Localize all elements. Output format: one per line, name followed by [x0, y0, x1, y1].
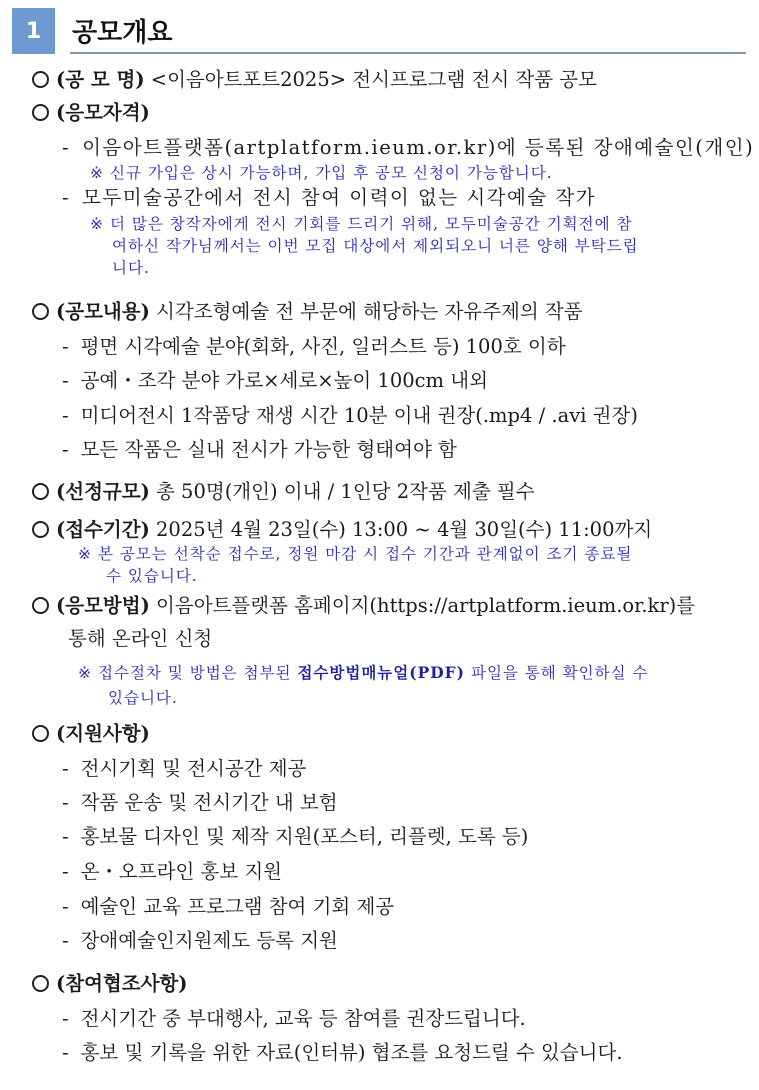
- note-text: 본 공모는 선착순 접수로, 정원 마감 시 접수 기간과 관계없이 조기 종료될: [98, 545, 633, 563]
- support-item: [62, 895, 394, 919]
- dash-bullet: -: [62, 860, 69, 883]
- eligibility-text: 모두미술공간에서 전시 참여 이력이 없는 시각예술 작가: [82, 186, 597, 209]
- period-note-cont: 수 있습니다.: [106, 567, 198, 585]
- item-label: (참여협조사항): [56, 972, 188, 995]
- cooperation-text: 홍보 및 기록을 위한 자료(인터뷰) 협조를 요청드릴 수 있습니다.: [80, 1041, 623, 1064]
- method-note-cont: 있습니다.: [108, 689, 178, 707]
- eligibility-note: [90, 214, 633, 234]
- dash-bullet: -: [62, 825, 69, 848]
- item-name: [32, 68, 597, 92]
- content-item: [62, 404, 638, 428]
- support-text: 예술인 교육 프로그램 참여 기회 제공: [80, 895, 395, 918]
- section-number-badge: 1: [12, 8, 55, 54]
- support-item: [62, 860, 282, 884]
- manual-pdf-link[interactable]: 접수방법매뉴얼(PDF): [297, 663, 466, 682]
- content-text: 미디어전시 1작품당 재생 시간 10분 이내 권장(.mp4 / .avi 권장): [80, 404, 638, 427]
- section-header: [12, 8, 747, 56]
- circle-bullet-icon: [32, 71, 49, 88]
- item-label: (지원사항): [56, 722, 150, 745]
- dash-bullet: -: [62, 438, 69, 461]
- item-text: <이음아트포트2025> 전시프로그램 전시 작품 공모: [150, 68, 597, 91]
- item-cooperation: [32, 972, 187, 996]
- item-label: (공 모 명): [56, 68, 145, 91]
- item-support: [32, 722, 150, 746]
- item-eligibility: [32, 101, 150, 125]
- note-mark-icon: ※: [90, 215, 104, 233]
- note-mark-icon: ※: [78, 664, 92, 682]
- eligibility-note: [90, 163, 553, 183]
- circle-bullet-icon: [32, 725, 49, 742]
- item-text: 이음아트플랫폼 홈페이지(https://artplatform.ieum.or.kr)를: [156, 594, 696, 617]
- cooperation-text: 전시기간 중 부대행사, 교육 등 참여를 권장드립니다.: [80, 1007, 526, 1030]
- note-mark-icon: ※: [78, 545, 92, 563]
- item-label: (공모내용): [56, 300, 150, 323]
- eligibility-note-cont: 니다.: [112, 259, 150, 277]
- support-item: [62, 757, 306, 781]
- item-label: (응모방법): [56, 594, 150, 617]
- dash-bullet: -: [62, 791, 69, 814]
- content-item: [62, 335, 566, 359]
- support-item: [62, 825, 528, 849]
- content-item: [62, 369, 488, 393]
- item-method: [32, 594, 695, 618]
- dash-bullet: -: [62, 136, 71, 159]
- dash-bullet: -: [62, 1007, 69, 1030]
- eligibility-item: [62, 136, 754, 160]
- cooperation-item: [62, 1007, 526, 1031]
- dash-bullet: -: [62, 895, 69, 918]
- title-underline: [70, 52, 746, 54]
- dash-bullet: -: [62, 335, 69, 358]
- item-content: [32, 300, 583, 324]
- note-text: 파일을 통해 확인하실 수: [470, 664, 649, 682]
- support-text: 온・오프라인 홍보 지원: [80, 860, 283, 883]
- circle-bullet-icon: [32, 975, 49, 992]
- method-text-cont: 통해 온라인 신청: [68, 627, 213, 650]
- eligibility-text: 이음아트플랫폼(artplatform.ieum.or.kr)에 등록된 장애예술인(개인): [82, 136, 755, 159]
- circle-bullet-icon: [32, 104, 49, 121]
- dash-bullet: -: [62, 369, 69, 392]
- item-text: 총 50명(개인) 이내 / 1인당 2작품 제출 필수: [156, 480, 535, 503]
- support-text: 장애예술인지원제도 등록 지원: [80, 929, 338, 952]
- item-label: (선정규모): [56, 480, 150, 503]
- content-text: 공예・조각 분야 가로×세로×높이 100cm 내외: [80, 369, 488, 392]
- note-mark-icon: ※: [90, 164, 104, 182]
- period-note: [78, 544, 632, 564]
- note-text: 더 많은 창작자에게 전시 기회를 드리기 위해, 모두미술공간 기획전에 참: [110, 215, 633, 233]
- dash-bullet: -: [62, 1041, 69, 1064]
- method-note: [78, 663, 648, 683]
- support-text: 홍보물 디자인 및 제작 지원(포스터, 리플렛, 도록 등): [80, 825, 529, 848]
- content-item: [62, 438, 457, 462]
- circle-bullet-icon: [32, 597, 49, 614]
- circle-bullet-icon: [32, 303, 49, 320]
- item-text: 시각조형예술 전 부문에 해당하는 자유주제의 작품: [156, 300, 583, 323]
- note-text: 접수절차 및 방법은 첨부된: [98, 664, 292, 682]
- content-text: 평면 시각예술 분야(회화, 사진, 일러스트 등) 100호 이하: [80, 335, 566, 358]
- note-text: 신규 가입은 상시 가능하며, 가입 후 공모 신청이 가능합니다.: [110, 164, 553, 182]
- content-text: 모든 작품은 실내 전시가 가능한 형태여야 함: [80, 438, 457, 461]
- circle-bullet-icon: [32, 521, 49, 538]
- item-scale: [32, 480, 535, 504]
- support-text: 전시기획 및 전시공간 제공: [80, 757, 307, 780]
- item-label: (접수기간): [56, 518, 150, 541]
- section-title: 공모개요: [72, 18, 173, 48]
- cooperation-item: [62, 1041, 623, 1065]
- support-item: [62, 791, 338, 815]
- dash-bullet: -: [62, 186, 71, 209]
- dash-bullet: -: [62, 404, 69, 427]
- item-label: (응모자격): [56, 101, 150, 124]
- item-period: [32, 518, 652, 542]
- support-item: [62, 929, 338, 953]
- circle-bullet-icon: [32, 483, 49, 500]
- support-text: 작품 운송 및 전시기간 내 보험: [80, 791, 338, 814]
- dash-bullet: -: [62, 757, 69, 780]
- eligibility-note-cont: 여하신 작가님께서는 이번 모집 대상에서 제외되오니 너른 양해 부탁드립: [112, 237, 639, 255]
- dash-bullet: -: [62, 929, 69, 952]
- item-text: 2025년 4월 23일(수) 13:00 ~ 4월 30일(수) 11:00까지: [156, 518, 653, 541]
- eligibility-item: [62, 186, 596, 210]
